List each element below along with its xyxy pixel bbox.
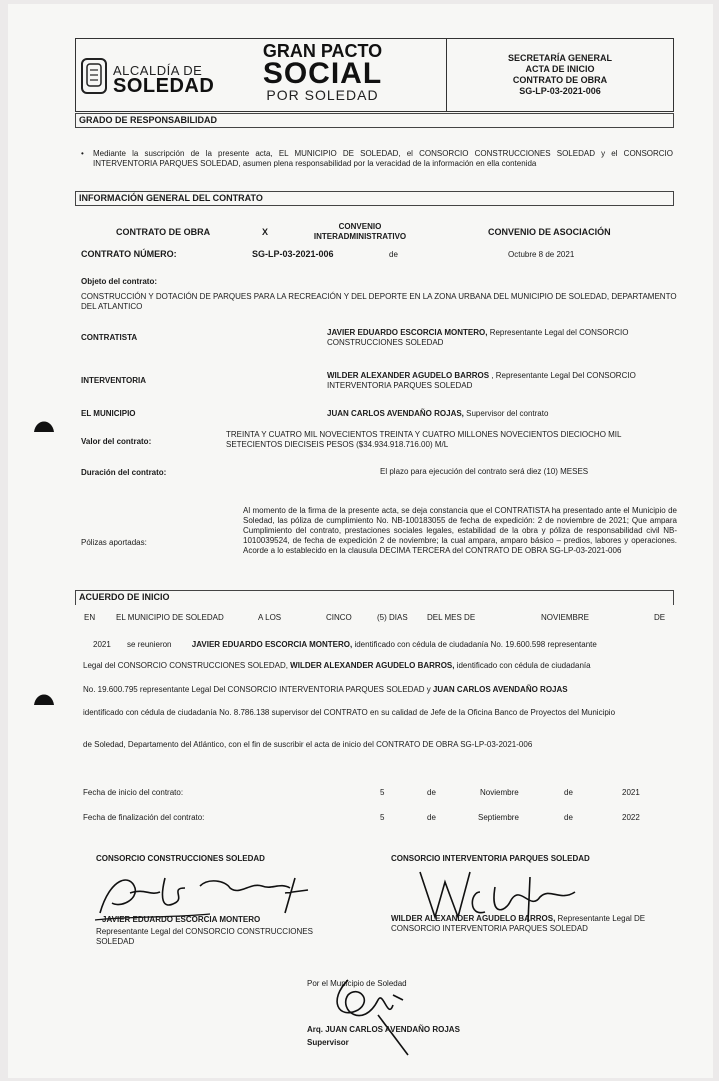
acuerdo-w4: CINCO bbox=[326, 613, 352, 622]
section-info-heading: INFORMACIÓN GENERAL DEL CONTRATO bbox=[75, 191, 674, 206]
fecha-inicio-day: 5 bbox=[380, 788, 385, 797]
convenio-interadministrativo bbox=[300, 222, 420, 242]
acuerdo-line3 bbox=[83, 661, 677, 671]
alcaldia-logo bbox=[80, 55, 230, 101]
fecha-inicio-year: 2021 bbox=[622, 788, 640, 797]
sig-center-name: Arq. JUAN CARLOS AVENDAÑO ROJAS bbox=[307, 1025, 460, 1034]
interventoria-desc: , Representante Legal Del CONSORCIO INTERVENTORIA PARQUES SOLEDAD bbox=[327, 371, 636, 390]
contrato-obra-mark: X bbox=[262, 227, 269, 237]
valor-text: TREINTA Y CUATRO MIL NOVECIENTOS TREINTA Y CUATRO MILLONES NOVECIENTOS DIECIOCHO MIL SETECIENTOS DIECISEIS PESOS ($34.934.918.716.00) M/L bbox=[226, 430, 622, 449]
hole-punch-mark bbox=[32, 687, 56, 707]
interventoria-label: INTERVENTORIA bbox=[81, 376, 147, 385]
acuerdo-line2 bbox=[93, 640, 677, 650]
sig-center-pre: Por el Municipio de Soledad bbox=[307, 979, 407, 988]
sig-center-role: Supervisor bbox=[307, 1038, 349, 1047]
contrato-numero-label: CONTRATO NÚMERO: bbox=[81, 249, 177, 259]
header-secretaria: SECRETARÍA GENERAL bbox=[507, 53, 612, 63]
acuerdo-year: 2021 bbox=[93, 640, 111, 649]
acuerdo-w6: DEL MES DE bbox=[427, 613, 476, 622]
acuerdo-line5: identificado con cédula de ciudadanía No. 8.786.138 supervisor del CONTRATO en su calidad de Jefe de la Oficina Banco de Proyectos del Municipio bbox=[83, 708, 616, 717]
acuerdo-line3-a: Legal del CONSORCIO CONSTRUCCIONES SOLEDAD, bbox=[83, 661, 291, 670]
contrato-obra-label: CONTRATO DE OBRA bbox=[116, 227, 211, 237]
acuerdo-w7: NOVIEMBRE bbox=[541, 613, 590, 622]
fecha-inicio-de2: de bbox=[564, 788, 573, 797]
polizas-text: Al momento de la firma de la presente acta, se deja constancia que el CONTRATISTA ha presentado ante el Municipio de Soledad, las póliza de cumplimiento No. NB-100183055 de fecha de expedición: 2 de noviembre de 2021; Que ampara Cumplimiento del contrato, prestaciones sociales legales, estabilidad de la obra y póliza de responsabilidad civil NB- 1010039524, de fecha de expedición 2 de noviembre; la cual ampara, amparo básico – predios, labores y operaciones. Acorde a lo establecido en la clausula DECIMA TERCERA del CONTRATO DE OBRA SG-LP-03-2021-006 bbox=[243, 506, 677, 555]
municipio-text bbox=[327, 409, 677, 419]
pact-line1: GRAN PACTO bbox=[262, 41, 383, 61]
contratista-desc: Representante Legal del CONSORCIO CONSTRUCCIONES SOLEDAD bbox=[327, 328, 629, 347]
pact-line2: SOCIAL bbox=[262, 57, 383, 90]
acuerdo-w3: A LOS bbox=[258, 613, 282, 622]
acuerdo-name2: WILDER ALEXANDER AGUDELO BARROS, bbox=[290, 661, 455, 670]
fecha-inicio-label: Fecha de inicio del contrato: bbox=[83, 788, 184, 797]
logo-line1: ALCALDÍA DE bbox=[113, 63, 203, 78]
sig-left-heading: CONSORCIO CONSTRUCCIONES SOLEDAD bbox=[96, 854, 265, 863]
fecha-inicio-month: Noviembre bbox=[480, 788, 519, 797]
contrato-de: de bbox=[389, 250, 398, 259]
municipio-name: JUAN CARLOS AVENDAÑO ROJAS, bbox=[327, 409, 464, 418]
sig-right-role: Representante Legal DE CONSORCIO INTERVENTORIA PARQUES SOLEDAD bbox=[391, 914, 646, 933]
contratista-name: JAVIER EDUARDO ESCORCIA MONTERO, bbox=[327, 328, 488, 337]
duracion-text: El plazo para ejecución del contrato será diez (10) MESES bbox=[380, 467, 589, 476]
duracion-label: Duración del contrato: bbox=[81, 468, 167, 477]
sig-right-name: WILDER ALEXANDER AGUDELO BARROS, bbox=[391, 914, 556, 923]
fecha-fin-day: 5 bbox=[380, 813, 385, 822]
objeto-text: CONSTRUCCIÓN Y DOTACIÓN DE PARQUES PARA LA RECREACIÓN Y DEL DEPORTE EN LA ZONA URBANA DEL MUNICIPIO DE SOLEDAD, DEPARTAMENTO DEL ATLANTICO bbox=[81, 292, 677, 311]
acuerdo-w5: (5) DIAS bbox=[377, 613, 408, 622]
convenio-line1: CONVENIO bbox=[338, 222, 382, 231]
sig-left-name: JAVIER EDUARDO ESCORCIA MONTERO bbox=[102, 915, 261, 924]
acuerdo-line6: de Soledad, Departamento del Atlántico, con el fin de suscribir el acta de inicio del CONTRATO DE OBRA SG-LP-03-2021-006 bbox=[83, 740, 533, 749]
header-contrato: CONTRATO DE OBRA bbox=[512, 75, 608, 85]
hole-punch-mark bbox=[32, 414, 56, 434]
contratista-text bbox=[327, 328, 677, 348]
contratista-label: CONTRATISTA bbox=[81, 333, 138, 342]
pact-line3: POR SOLEDAD bbox=[266, 87, 379, 103]
fecha-fin-de1: de bbox=[427, 813, 436, 822]
acuerdo-name3: JUAN CARLOS AVENDAÑO ROJAS bbox=[432, 685, 568, 694]
acuerdo-name1: JAVIER EDUARDO ESCORCIA MONTERO, bbox=[191, 640, 353, 649]
header-codigo: SG-LP-03-2021-006 bbox=[519, 86, 601, 96]
section-acuerdo-heading: ACUERDO DE INICIO bbox=[75, 590, 674, 605]
logo-line2: SOLEDAD bbox=[113, 75, 215, 97]
polizas-label: Pólizas aportadas: bbox=[81, 538, 147, 547]
municipio-desc: Supervisor del contrato bbox=[463, 409, 549, 418]
acuerdo-w8: DE bbox=[654, 613, 666, 622]
acuerdo-reunieron: se reunieron bbox=[127, 640, 172, 649]
acuerdo-line2-rest: identificado con cédula de ciudadanía No. 19.600.598 representante bbox=[352, 640, 597, 649]
convenio-line2: INTERADMINISTRATIVO bbox=[313, 232, 407, 241]
header-acta: ACTA DE INICIO bbox=[525, 64, 595, 74]
sig-left-role: Representante Legal del CONSORCIO CONSTRUCCIONES SOLEDAD bbox=[96, 927, 313, 946]
fecha-fin-label: Fecha de finalización del contrato: bbox=[83, 813, 205, 822]
fecha-fin-month: Septiembre bbox=[478, 813, 519, 822]
acuerdo-line4 bbox=[83, 685, 677, 695]
pact-logo bbox=[250, 42, 395, 106]
convenio-asociacion-label: CONVENIO DE ASOCIACIÓN bbox=[488, 227, 611, 237]
interventoria-name: WILDER ALEXANDER AGUDELO BARROS bbox=[327, 371, 490, 380]
grado-bullet: • bbox=[81, 149, 84, 158]
fecha-fin-year: 2022 bbox=[622, 813, 640, 822]
contrato-fecha: Octubre 8 de 2021 bbox=[508, 250, 575, 259]
grado-text: Mediante la suscripción de la presente acta, EL MUNICIPIO DE SOLEDAD, el CONSORCIO CONSTRUCCIONES SOLEDAD y el CONSORCIO INTERVENTORIA PARQUES SOLEDAD, asumen plena responsabilidad por la veracidad de la información en ella contenida bbox=[93, 149, 673, 168]
acuerdo-w2: EL MUNICIPIO DE SOLEDAD bbox=[116, 613, 224, 622]
shield-icon bbox=[80, 57, 108, 97]
municipio-label: EL MUNICIPIO bbox=[81, 409, 136, 418]
section-grado-heading: GRADO DE RESPONSABILIDAD bbox=[75, 113, 674, 128]
valor-label: Valor del contrato: bbox=[81, 437, 152, 446]
fecha-fin-de2: de bbox=[564, 813, 573, 822]
sig-right-block bbox=[391, 914, 681, 934]
contrato-numero-value: SG-LP-03-2021-006 bbox=[252, 249, 334, 259]
acuerdo-line3-b: identificado con cédula de ciudadanía bbox=[454, 661, 591, 670]
objeto-label: Objeto del contrato: bbox=[81, 277, 157, 286]
acuerdo-w1: EN bbox=[84, 613, 96, 622]
sig-right-heading: CONSORCIO INTERVENTORIA PARQUES SOLEDAD bbox=[391, 854, 590, 863]
acuerdo-line4-a: No. 19.600.795 representante Legal Del CONSORCIO INTERVENTORIA PARQUES SOLEDAD y bbox=[83, 685, 433, 694]
fecha-inicio-de1: de bbox=[427, 788, 436, 797]
interventoria-text bbox=[327, 371, 677, 391]
header-right-block bbox=[447, 53, 673, 97]
